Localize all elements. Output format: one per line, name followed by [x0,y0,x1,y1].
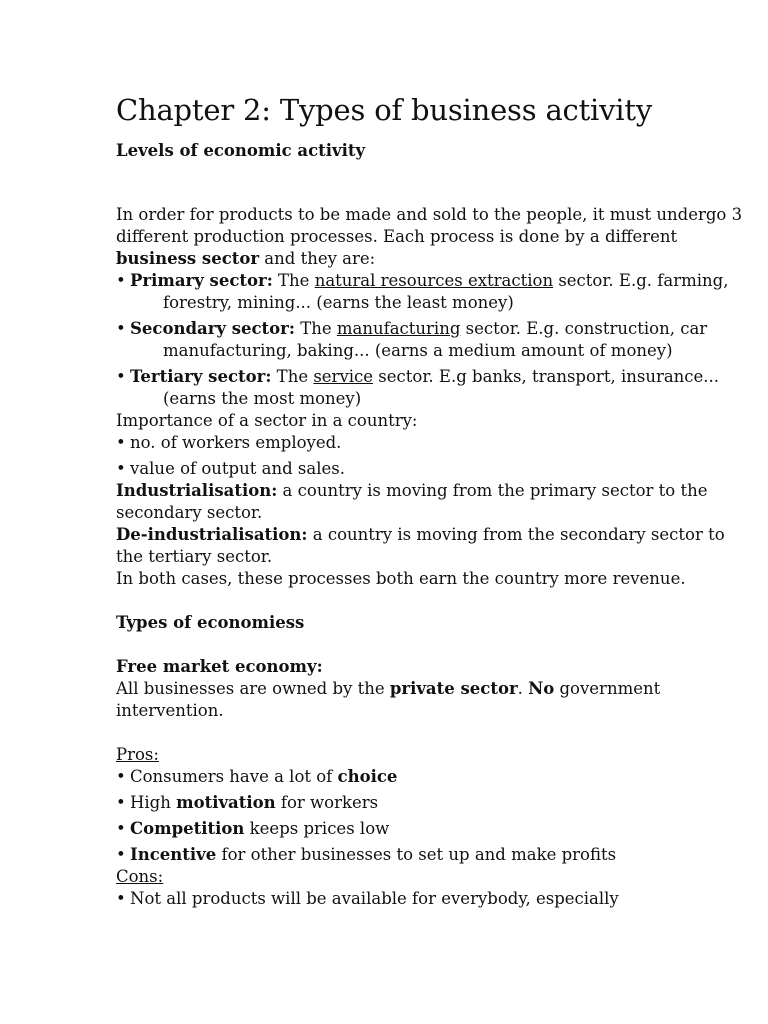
deindustrialisation-definition [116,524,756,568]
bullet-mark: • [116,459,126,478]
pro-bold: Competition [130,819,245,838]
definition-text: a country is moving from the secondary sector to the tertiary sector. [116,525,725,566]
importance-text: value of output and sales. [130,459,345,478]
sector-underlined: service [313,367,374,386]
sector-name: Tertiary sector: [130,367,272,386]
list-item-tertiary-sector [116,366,756,410]
sector-desc: sector. E.g banks, transport, insurance... (earns the most money) [163,367,720,408]
page-title: Chapter 2: Types of business activity [116,93,652,127]
cons-label-text: Cons: [116,867,164,886]
spacer [116,590,756,612]
bullet-mark: • [116,767,126,786]
definition-text: a country is moving from the primary sector to the secondary sector. [116,481,708,522]
intro-text-2: and they are: [259,249,376,268]
bullet-mark: • [116,819,126,838]
free-market-paragraph [116,678,756,722]
sector-desc: sector. E.g. construction, car manufacturing, baking... (earns a medium amount of money) [163,319,708,360]
list-item-pro [116,844,756,866]
list-item-importance [116,458,756,480]
sector-underlined: natural resources extraction [314,271,554,290]
importance-heading: Importance of a sector in a country: [116,411,418,430]
sector-text: The [271,367,314,386]
pro-bold: motivation [176,793,276,812]
pros-label [116,744,756,766]
section-heading-levels: Levels of economic activity [116,141,366,160]
both-cases-paragraph: In both cases, these processes both earn the country more revenue. [116,569,686,588]
list-item-con [116,888,756,910]
pro-bold: Incentive [130,845,217,864]
sector-text: The [272,271,315,290]
list-item-secondary-sector [116,318,756,362]
list-item-pro [116,766,756,788]
bullet-mark: • [116,433,126,452]
intro-paragraph [116,204,756,270]
pro-text: keeps prices low [244,819,390,838]
sector-name: Secondary sector: [130,319,295,338]
list-item-importance [116,432,756,454]
bullet-mark: • [116,845,126,864]
definition-term: De-industrialisation: [116,525,308,544]
sector-name: Primary sector: [130,271,273,290]
sector-desc: sector. E.g. farming, forestry, mining... (earns the least money) [163,271,729,312]
importance-text: no. of workers employed. [130,433,342,452]
pro-bold: choice [337,767,398,786]
free-market-text: . [517,679,529,698]
list-item-pro [116,818,756,840]
intro-text-1: In order for products to be made and sold to the people, it must undergo 3 different production processes. Each process is done by a different [116,205,743,246]
bullet-mark: • [116,319,126,338]
intro-bold-term: business sector [116,249,260,268]
free-market-text: government intervention. [116,679,661,720]
spacer [116,634,756,656]
cons-label [116,866,756,888]
free-market-text: All businesses are owned by the [116,679,390,698]
pro-text: Consumers have a lot of [130,767,338,786]
free-market-heading: Free market economy: [116,657,323,676]
pro-text: High [130,793,177,812]
sector-underlined: manufacturing [336,319,461,338]
pro-text: for workers [275,793,379,812]
con-text: Not all products will be available for everybody, especially [130,889,619,908]
document-page [116,92,756,910]
spacer [116,722,756,744]
pros-label-text: Pros: [116,745,159,764]
spacer [116,162,756,204]
bullet-mark: • [116,889,126,908]
pro-text: for other businesses to set up and make profits [216,845,617,864]
industrialisation-definition [116,480,756,524]
list-item-pro [116,792,756,814]
free-market-bold: No [528,679,555,698]
bullet-mark: • [116,271,126,290]
list-item-primary-sector [116,270,756,314]
bullet-mark: • [116,793,126,812]
sector-text: The [294,319,337,338]
definition-term: Industrialisation: [116,481,278,500]
free-market-bold: private sector [389,679,518,698]
section-heading-economies: Types of economiess [116,613,305,632]
bullet-mark: • [116,367,126,386]
